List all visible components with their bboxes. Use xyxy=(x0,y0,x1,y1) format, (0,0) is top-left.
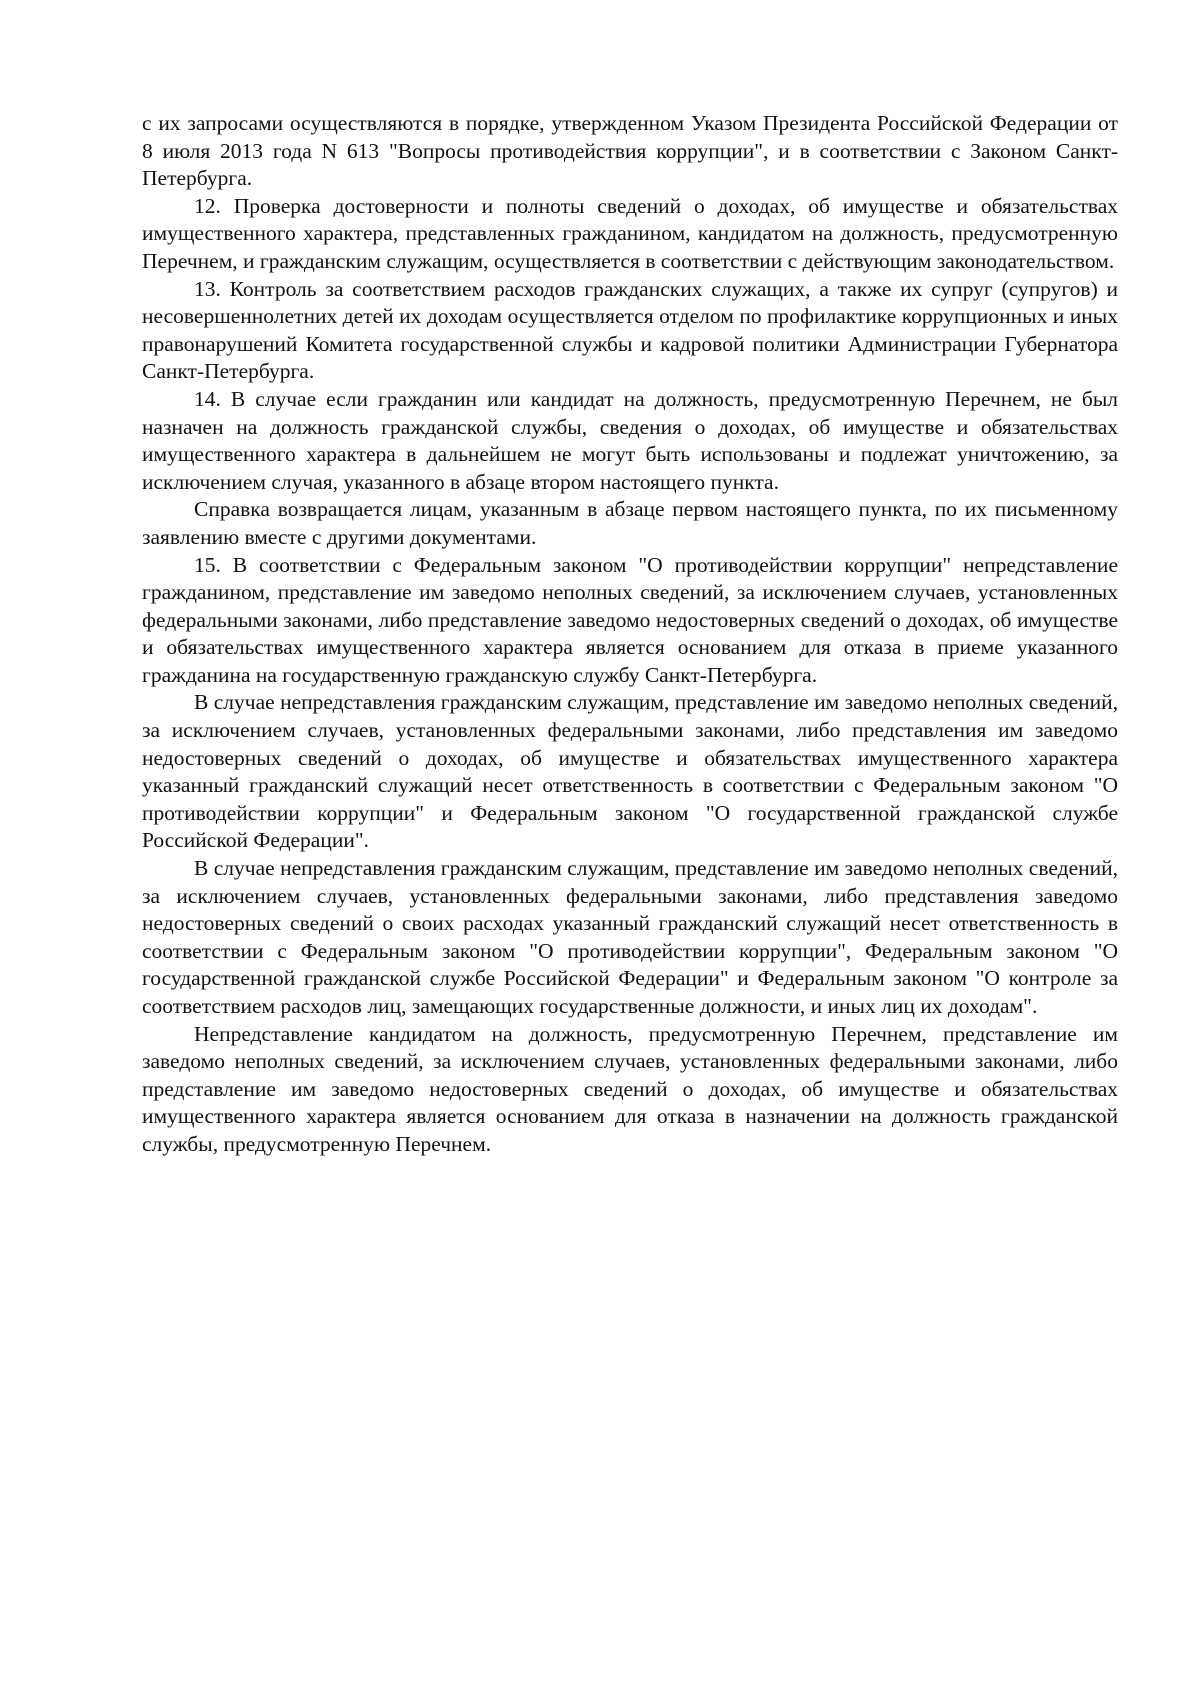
document-page xyxy=(142,110,1118,1159)
paragraph-item-15-candidate: Непредставление кандидатом на должность, предусмотренную Перечнем, представление им заведомо неполных сведений, за исключением случаев, установленных федеральными законами, либо представление им заведомо недостоверных сведений о доходах, об имуществе и обязательствах имущественного характера является основанием для отказа в назначении на должность гражданской службы, предусмотренную Перечнем. xyxy=(142,1021,1118,1156)
paragraph-item-13: 13. Контроль за соответствием расходов гражданских служащих, а также их супруг (супругов) и несовершеннолетних детей их доходам осуществляется отделом по профилактике коррупционных и иных правонарушений Комитета государственной службы и кадровой политики Администрации Губернатора Санкт-Петербурга. xyxy=(142,276,1118,384)
paragraph-item-14-reference: Справка возвращается лицам, указанным в абзаце первом настоящего пункта, по их письменному заявлению вместе с другими документами. xyxy=(142,497,1118,549)
paragraph-item-12: 12. Проверка достоверности и полноты сведений о доходах, об имуществе и обязательствах имущественного характера, представленных гражданином, кандидатом на должность, предусмотренную Перечнем, и гражданским служащим, осуществляется в соответствии с действующим законодательством. xyxy=(142,193,1118,273)
paragraph-item-15-civil-servant-income: В случае непредставления гражданским служащим, представление им заведомо неполных сведений, за исключением случаев, установленных федеральными законами, либо представления им заведомо недостоверных сведений о доходах, об имуществе и обязательствах имущественного характера указанный гражданский служащий несет ответственность в соответствии с Федеральным законом "О противодействии коррупции" и Федеральным законом "О государственной гражданской службе Российской Федерации". xyxy=(142,690,1118,853)
paragraph-item-15: 15. В соответствии с Федеральным законом "О противодействии коррупции" непредставление гражданином, представление им заведомо неполных сведений, за исключением случаев, установленных федеральными законами, либо представление заведомо недостоверных сведений о доходах, об имуществе и обязательствах имущественного характера является основанием для отказа в приеме указанного гражданина на государственную гражданскую службу Санкт-Петербурга. xyxy=(142,552,1118,687)
paragraph-continuation: с их запросами осуществляются в порядке, утвержденном Указом Президента Российской Федерации от 8 июля 2013 года N 613 "Вопросы противодействия коррупции", и в соответствии с Законом Санкт-Петербурга. xyxy=(142,111,1118,191)
paragraph-item-15-civil-servant-expenses: В случае непредставления гражданским служащим, представление им заведомо неполных сведений, за исключением случаев, установленных федеральными законами, либо представления заведомо недостоверных сведений о своих расходах указанный гражданский служащий несет ответственность в соответствии с Федеральным законом "О противодействии коррупции", Федеральным законом "О государственной гражданской службе Российской Федерации" и Федеральным законом "О контроле за соответствием расходов лиц, замещающих государственные должности, и иных лиц их доходам". xyxy=(142,856,1118,1018)
paragraph-item-14: 14. В случае если гражданин или кандидат на должность, предусмотренную Перечнем, не был назначен на должность гражданской службы, сведения о доходах, об имуществе и обязательствах имущественного характера в дальнейшем не могут быть использованы и подлежат уничтожению, за исключением случая, указанного в абзаце втором настоящего пункта. xyxy=(142,386,1118,494)
